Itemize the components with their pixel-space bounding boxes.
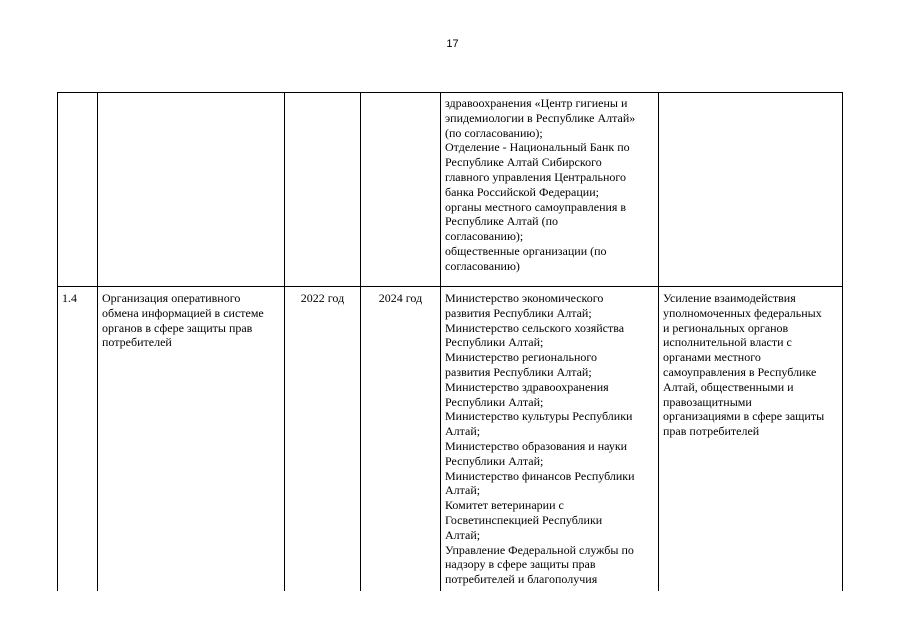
- cell-text-line: Усиление взаимодействия: [663, 291, 796, 305]
- page-number: 17: [446, 38, 459, 50]
- cell-text-line: организациями в сфере защиты: [663, 409, 825, 424]
- cell-text-line: Госветинспекцией Республики: [445, 512, 603, 527]
- cell-result: [659, 93, 843, 287]
- cell-text-line: Управление Федеральной службы по: [445, 542, 634, 557]
- cell-text-line: Министерство экономического: [445, 291, 604, 305]
- cell-text-line: эпидемиологии в Республике Алтай»: [445, 110, 636, 125]
- cell-text-line: Республики Алтай;: [445, 335, 544, 350]
- cell-text-line: общественные организации (по: [445, 243, 607, 258]
- cell-text-line: надзору в сфере защиты прав: [445, 557, 596, 572]
- cell-text-line: прав потребителей: [663, 424, 760, 439]
- cell-number: 1.4: [58, 287, 98, 592]
- cell-text-line: Министерство здравоохранения: [445, 379, 609, 394]
- cell-text-line: исполнительной власти с: [663, 335, 792, 350]
- cell-text-line: потребителей: [102, 335, 172, 350]
- cell-title: [98, 93, 285, 287]
- cell-text-line: развития Республики Алтай;: [445, 305, 592, 320]
- cell-end: [361, 93, 441, 287]
- cell-text-line: главного управления Центрального: [445, 169, 627, 184]
- cell-text-line: Министерство финансов Республики: [445, 468, 635, 483]
- cell-text-line: Республике Алтай Сибирского: [445, 155, 602, 170]
- cell-text-line: Министерство регионального: [445, 350, 598, 365]
- measures-table: [57, 92, 843, 591]
- cell-text-line: Алтай;: [445, 483, 481, 498]
- cell-text-line: органов в сфере защиты прав: [102, 320, 253, 335]
- cell-result: [659, 287, 843, 592]
- cell-text-line: Республики Алтай;: [445, 453, 544, 468]
- cell-start: [285, 93, 361, 287]
- cell-text-line: и региональных органов: [663, 320, 789, 335]
- cell-text-line: Министерство сельского хозяйства: [445, 320, 625, 335]
- cell-text-line: Министерство культуры Республики: [445, 409, 633, 424]
- table-row-continuation: [58, 93, 843, 287]
- cell-text-line: банка Российской Федерации;: [445, 184, 599, 199]
- cell-text-line: согласованию): [445, 258, 520, 273]
- cell-end: 2024 год: [361, 287, 441, 592]
- cell-text-line: органы местного самоуправления в: [445, 199, 627, 214]
- cell-start: 2022 год: [285, 287, 361, 592]
- cell-text-line: Министерство образования и науки: [445, 438, 628, 453]
- cell-text-line: Республики Алтай;: [445, 394, 544, 409]
- cell-responsible: [441, 93, 659, 287]
- cell-text-line: Отделение - Национальный Банк по: [445, 140, 630, 155]
- cell-text-line: развития Республики Алтай;: [445, 364, 592, 379]
- cell-text-line: самоуправления в Республике: [663, 364, 817, 379]
- cell-text-line: Организация оперативного: [102, 291, 241, 305]
- cell-text-line: уполномоченных федеральных: [663, 305, 822, 320]
- cell-text-line: органами местного: [663, 350, 761, 365]
- cell-text-line: Алтай;: [445, 424, 481, 439]
- cell-text-line: (по согласованию);: [445, 125, 543, 140]
- cell-text-line: здравоохранения «Центр гигиены и: [445, 96, 628, 110]
- cell-text-line: потребителей и благополучия: [445, 572, 598, 587]
- cell-text-line: Комитет ветеринарии с: [445, 498, 564, 513]
- cell-number: [58, 93, 98, 287]
- cell-text-line: обмена информацией в системе: [102, 305, 264, 320]
- cell-text-line: правозащитными: [663, 394, 752, 409]
- cell-text-line: Республике Алтай (по: [445, 214, 559, 229]
- table-row-1-4: [58, 287, 843, 592]
- cell-title: [98, 287, 285, 592]
- cell-text-line: Алтай, общественными и: [663, 379, 794, 394]
- cell-text-line: согласованию);: [445, 229, 524, 244]
- cell-text-line: Алтай;: [445, 527, 481, 542]
- cell-responsible: [441, 287, 659, 592]
